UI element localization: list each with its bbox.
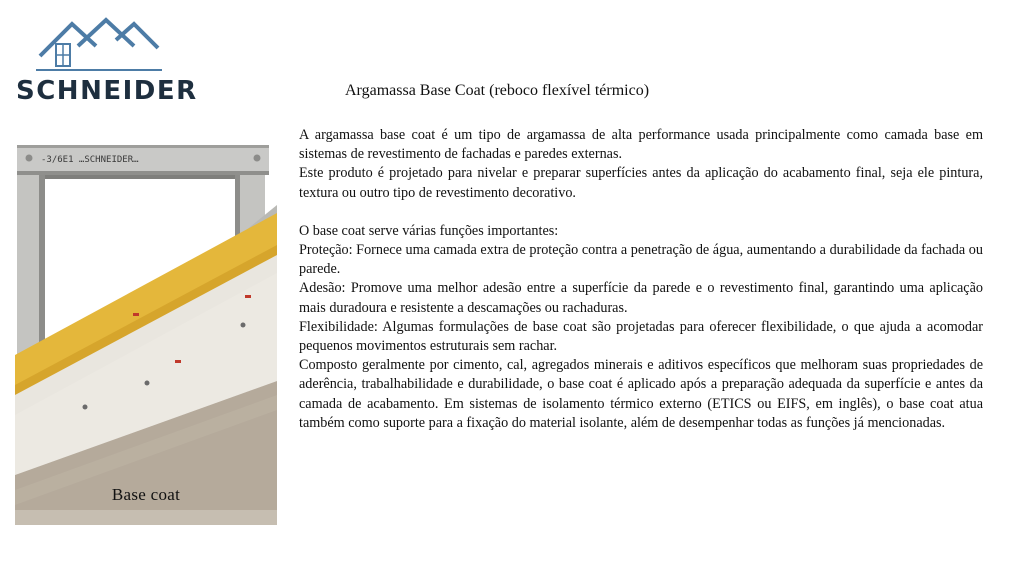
schneider-logo (14, 14, 198, 106)
house-roof-icon (34, 14, 164, 74)
brand-name: SCHNEIDER (16, 76, 198, 106)
paragraph-purpose: Este produto é projetado para nivelar e preparar superfícies antes da aplicação do acabamento final, seja ele pintura, textura ou outro tipo de revestimento decorativo. (299, 165, 983, 201)
description-text (299, 126, 983, 433)
page-title: Argamassa Base Coat (reboco flexível térmico) (345, 82, 650, 99)
base-coat-photo (15, 145, 277, 525)
paragraph-adhesion: Adesão: Promove uma melhor adesão entre a superfície da parede e o revestimento final, garantindo uma aplicação mais duradoura e resistente a descamações ou rachaduras. (299, 280, 983, 316)
paragraph-intro: A argamassa base coat é um tipo de argamassa de alta performance usada principalmente como camada base em sistemas de revestimento de fachadas e paredes externas. (299, 127, 983, 163)
paragraph-flexibility: Flexibilidade: Algumas formulações de base coat são projetadas para oferecer flexibilidade, o que ajuda a acomodar pequenos movimentos estruturais sem rachar. (299, 318, 983, 355)
photo-caption: Base coat (111, 485, 181, 504)
paragraph-composition: Composto geralmente por cimento, cal, agregados minerais e aditivos específicos que melhoram suas propriedades de aderência, trabalhabilidade e durabilidade, o base coat é aplicado após a preparação adequada da superfície e antes da camada de acabamento. Em sistemas de isolamento térmico externo (ETICS ou EIFS, em inglês), o base coat atua também como suporte para a fixação do material isolante, além de desempenhar todas as funções já mencionadas. (299, 357, 983, 431)
paragraph-functions-heading: O base coat serve várias funções importantes: (299, 222, 559, 239)
profile-label: -3/6E1 …SCHNEIDER… (41, 155, 139, 165)
paragraph-protection: Proteção: Fornece uma camada extra de proteção contra a penetração de água, aumentando a durabilidade da fachada ou parede. (299, 242, 983, 278)
